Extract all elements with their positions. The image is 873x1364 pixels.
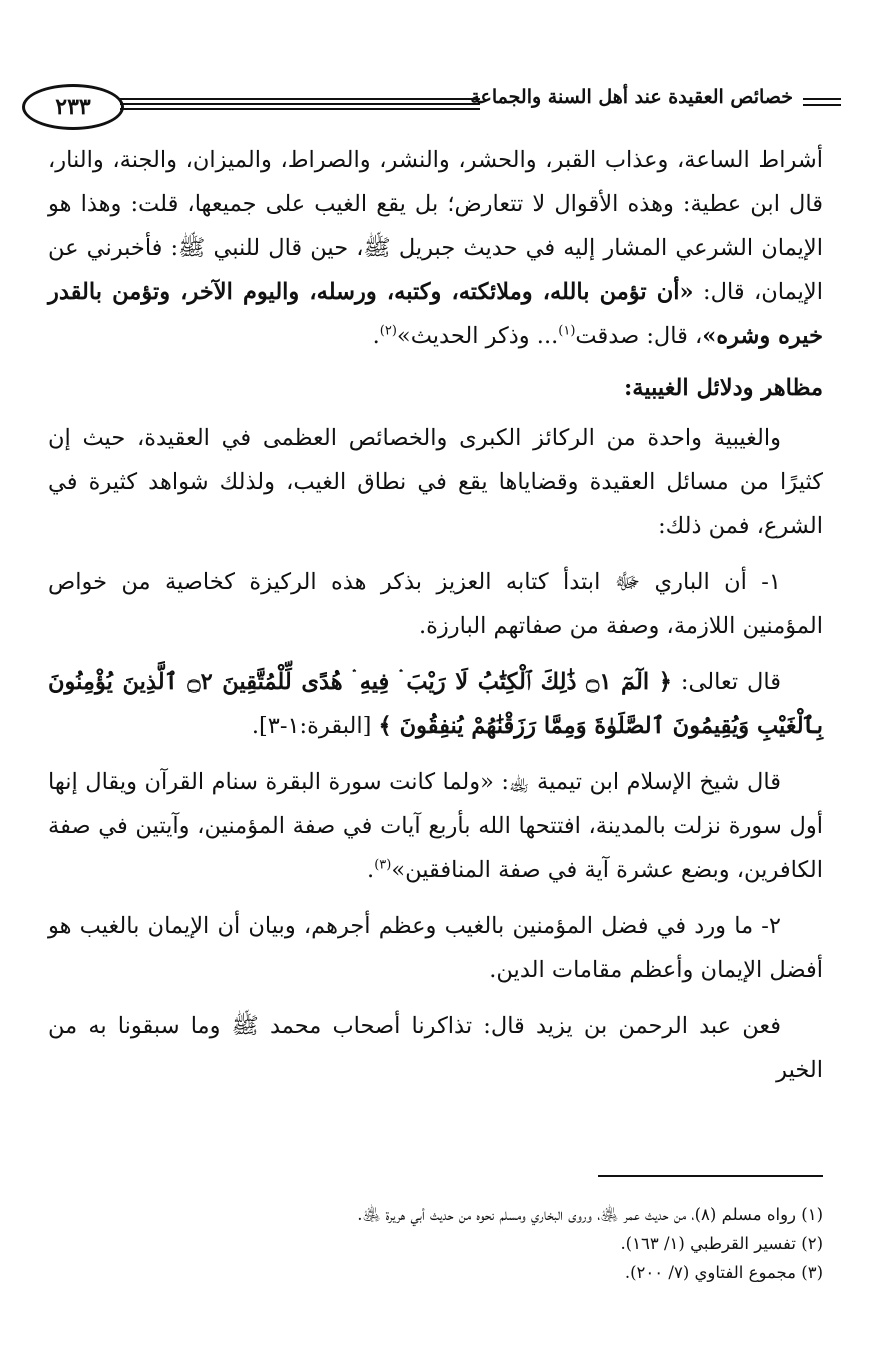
header-rule: [120, 98, 480, 100]
quote-intro: قال تعالى:: [671, 669, 782, 695]
verse-reference: [البقرة:١-٣].: [251, 713, 379, 739]
paragraph-4: [48, 660, 823, 748]
punctuation: .: [367, 857, 375, 883]
footnotes: [48, 1200, 823, 1287]
page-number: ٢٣٣: [22, 84, 124, 130]
line-text: ، قال: صدقت: [575, 323, 703, 349]
footnote: (١) رواه مسلم (٨)، من حديث عمر ﵁، وروى البخاري ومسلم نحوه من حديث أبي هريرة ﵁.: [357, 1205, 823, 1224]
footnote-ref: (٢): [379, 323, 397, 339]
header-ornament: [803, 98, 841, 100]
footnote: (٣) مجموع الفتاوي (٧/ ٢٠٠).: [624, 1263, 823, 1282]
header-rule: [120, 108, 480, 110]
header-ornament: [803, 104, 841, 106]
paragraph-1: أشراط الساعة، وعذاب القبر، والحشر، والنشر، والصراط، والميزان، والجنة، والنار، قال ابن عطية: وهذه الأقوال لا تتعارض؛ بل يقع الغيب على جميعها، قلت: وهذا هو الإيمان الشرعي المشار إليه في حديث جبريل ﷺ، حين قال للنبي ﷺ: فأخبرني عن الإيمان، قال: «أن تؤمن بالله، وملائكته، وكتبه، ورسله، واليوم الآخر، وتؤمن بالقدر خيره وشره»، قال: صدقت$^{(١)}$... وذكر الحديث»$^{(٢)}$.: [48, 147, 824, 349]
quote-text: قال شيخ الإسلام ابن تيمية ﵀: «ولما كانت سورة البقرة سنام القرآن ويقال إنها أول سورة نزلت بالمدينة، افتتحها الله بأربع آيات في صفة المؤمنين، وآيتين في صفة الكافرين، وبضع عشرة آية في صفة المنافقين»: [48, 769, 823, 883]
hadith-quote: خيره وشره»: [702, 323, 823, 349]
line-text: الإيمان الشرعي المشار إليه في حديث جبريل ﷺ، حين قال للنبي ﷺ: فأخبرني عن: [48, 235, 823, 261]
line-text: ... وذكر الحديث»: [396, 323, 559, 349]
line-text: الإيمان، قال:: [693, 279, 824, 305]
line-text: أشراط الساعة، وعذاب القبر، والحشر، والنشر، والصراط، والميزان، والجنة، والنار،: [48, 147, 823, 173]
line-text: قال ابن عطية: وهذه الأقوال لا تتعارض؛ بل يقع الغيب على جميعها، قلت: وهذا هو: [48, 191, 823, 217]
main-text: [48, 138, 823, 1092]
hadith-quote: «أن تؤمن بالله، وملائكته، وكتبه، ورسله، واليوم الآخر، وتؤمن بالقدر: [48, 279, 694, 305]
footnote-ref: (١): [558, 323, 576, 339]
page-header: [20, 82, 843, 130]
paragraph-3: ١- أن الباري ﷻ ابتدأ كتابه العزيز بذكر هذه الركيزة كخاصية من خواص المؤمنين اللازمة، وصفة من صفاتهم البارزة.: [48, 569, 823, 639]
quran-verse: ﴿ الٓمٓ ۝١ ذَٰلِكَ ٱلْكِتَٰبُ لَا رَيْبَ ۛ فِيهِ ۛ هُدًى لِّلْمُتَّقِينَ ۝٢ ٱلَّذِينَ يُؤْمِنُونَ بِٱلْغَيْبِ وَيُقِيمُونَ ٱلصَّلَوٰةَ وَمِمَّا رَزَقْنَٰهُمْ يُنفِقُونَ ﴾: [48, 669, 823, 739]
paragraph-2: والغيبية واحدة من الركائز الكبرى والخصائص العظمى في العقيدة، حيث إن كثيرًا من مسائل العقيدة وقضاياها يقع في نطاق الغيب، ولذلك شواهد كثيرة في الشرع، فمن ذلك:: [48, 425, 823, 539]
running-title: خصائص العقيدة عند أهل السنة والجماعة: [470, 86, 793, 108]
paragraph-6: ٢- ما ورد في فضل المؤمنين بالغيب وعظم أجرهم، وبيان أن الإيمان بالغيب هو أفضل الإيمان وأعظم مقامات الدين.: [48, 913, 823, 983]
section-heading: مظاهر ودلائل الغيبية:: [623, 375, 823, 401]
header-rule: [120, 103, 480, 105]
footnote: (٢) تفسير القرطبي (١/ ١٦٣).: [620, 1234, 823, 1253]
footnote-separator: [598, 1175, 823, 1177]
paragraph-5: [48, 760, 823, 892]
paragraph-7: فعن عبد الرحمن بن يزيد قال: تذاكرنا أصحاب محمد ﷺ وما سبقونا به من الخير: [48, 1013, 823, 1083]
footnote-ref: (٣): [374, 857, 392, 873]
